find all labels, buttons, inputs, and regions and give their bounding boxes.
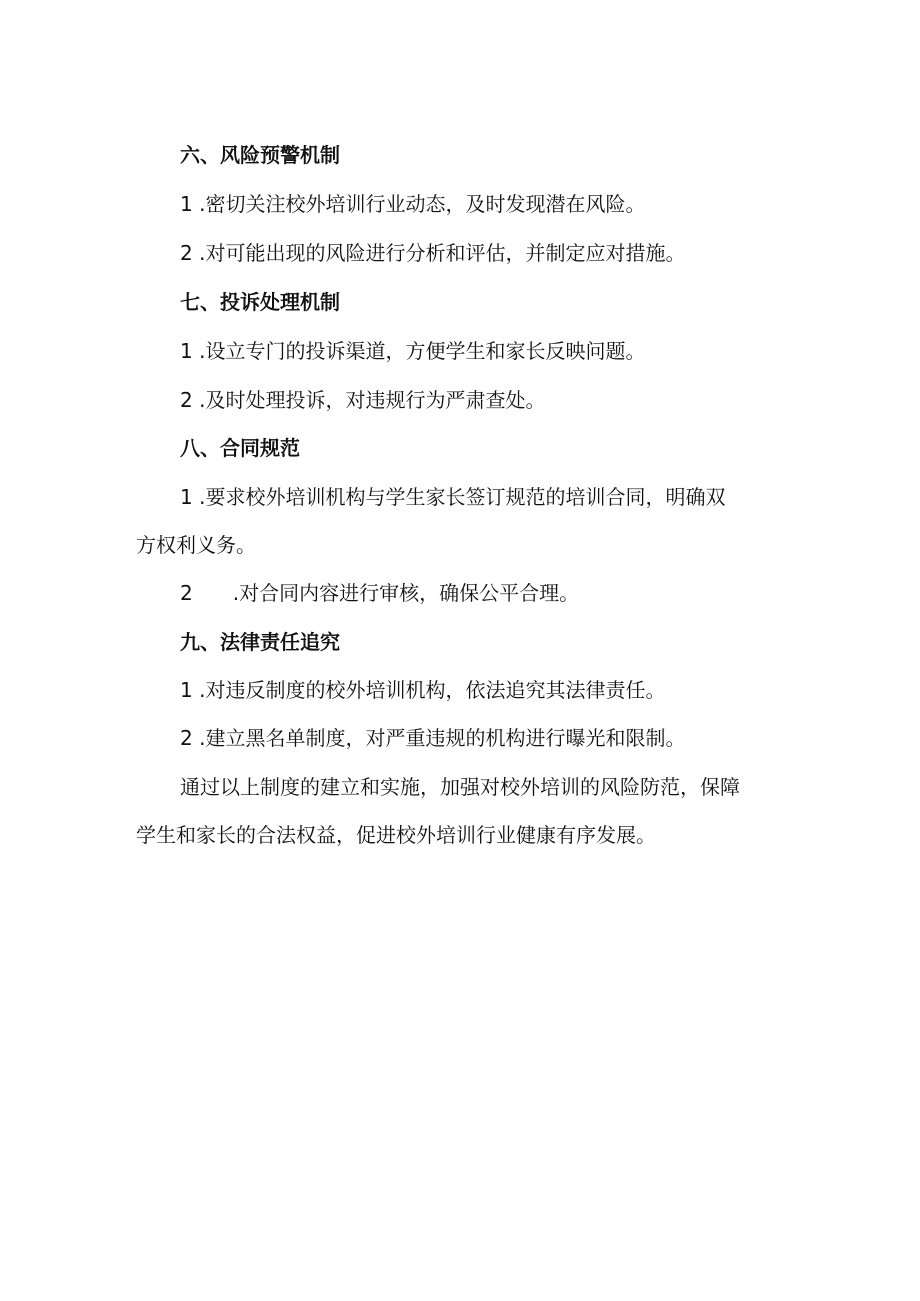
list-item: 1 .对违反制度的校外培训机构，依法追究其法律责任。 <box>180 678 666 702</box>
list-item-continuation: 方权利义务。 <box>136 533 256 557</box>
list-item: 2 .建立黑名单制度，对严重违规的机构进行曝光和限制。 <box>180 726 686 750</box>
conclusion-paragraph: 通过以上制度的建立和实施，加强对校外培训的风险防范，保障 <box>180 775 740 799</box>
list-item: 1 .密切关注校外培训行业动态，及时发现潜在风险。 <box>180 192 646 216</box>
list-item: 2 .对可能出现的风险进行分析和评估，并制定应对措施。 <box>180 241 686 265</box>
list-item: 2 .对合同内容进行审核，确保公平合理。 <box>180 581 580 605</box>
section-heading-legal-liability: 九、法律责任追究 <box>180 630 340 654</box>
list-item: 1 .设立专门的投诉渠道，方便学生和家长反映问题。 <box>180 339 646 363</box>
conclusion-paragraph-continuation: 学生和家长的合法权益，促进校外培训行业健康有序发展。 <box>136 823 656 847</box>
section-heading-contract-standards: 八、合同规范 <box>180 436 300 460</box>
list-item: 1 .要求校外培训机构与学生家长签订规范的培训合同，明确双 <box>180 485 726 509</box>
section-heading-complaint-handling: 七、投诉处理机制 <box>180 290 340 314</box>
list-item: 2 .及时处理投诉，对违规行为严肃查处。 <box>180 388 546 412</box>
section-heading-risk-warning: 六、风险预警机制 <box>180 143 340 167</box>
